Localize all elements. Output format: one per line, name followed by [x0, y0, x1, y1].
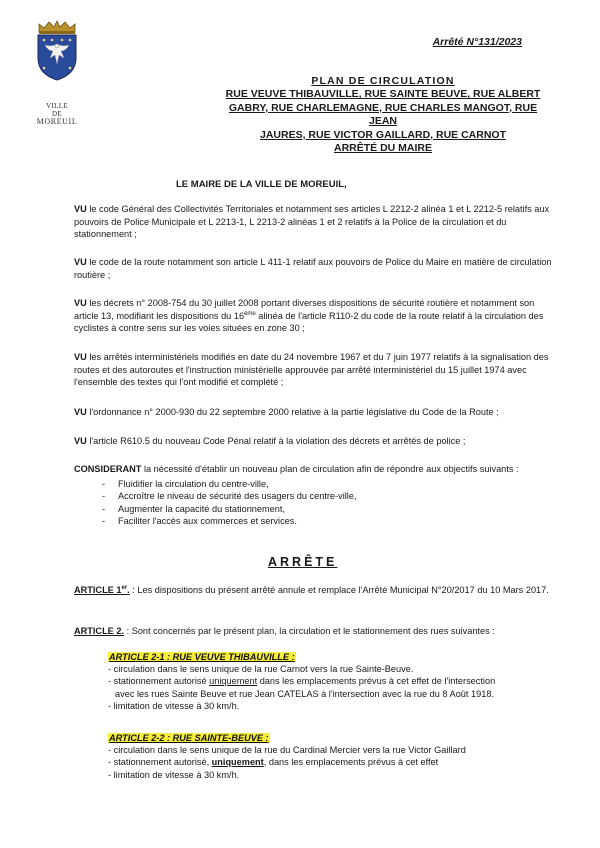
article-2-2-line-3: - limitation de vitesse à 30 km/h. — [108, 769, 240, 780]
logo-label-de: DE — [52, 110, 62, 118]
vu-label: VU — [74, 352, 87, 362]
vu-text-3-sup: ème — [244, 310, 256, 317]
list-item: - Faciliter l'accès aux commerces et services. — [118, 515, 554, 528]
vu-text-4: les arrêtés interministériels modifiés en date du 24 novembre 1967 et du 7 juin 1977 relatifs à la signalisation des routes et des autoroutes et l'instruction ministérielle approuvée par arrêté interministériel du 15 juillet 1974 avec l'ensemble des textes qui l'ont modifié et complété ; — [74, 352, 549, 387]
article-2-2 — [108, 732, 554, 781]
considerant-paragraph — [74, 463, 554, 528]
considerant-text: la nécessité d'établir un nouveau plan de circulation afin de répondre aux objectifs suivants : — [143, 464, 519, 474]
goals-list — [74, 478, 554, 528]
considerant-label: CONSIDERANT — [74, 464, 142, 474]
article-2-label: ARTICLE 2. — [74, 626, 125, 636]
arrete-heading: ARRÊTE — [268, 555, 338, 569]
article-2-1-line-3: avec les rues Sainte Beuve et rue Jean CATELAS à l'intersection avec la rue du 8 Août 1918. — [115, 688, 495, 699]
title-line-2: RUE VEUVE THIBAUVILLE, RUE SAINTE BEUVE, RUE ALBERT — [225, 88, 541, 101]
article-2-2-line-1: - circulation dans le sens unique de la rue du Cardinal Mercier vers la rue Victor Gaillard — [108, 745, 466, 756]
list-item: - Accroître le niveau de sécurité des usagers du centre-ville, — [118, 490, 554, 503]
article-2 — [74, 625, 554, 638]
article-2-1-label: ARTICLE 2-1 : RUE VEUVE THIBAUVILLE : — [109, 652, 295, 662]
vu-paragraph-4 — [74, 351, 554, 389]
vu-text-1: le code Général des Collectivités Territoriales et notamment ses articles L 2212-2 alinéa 1 et L 2212-5 relatifs aux pouvoirs de Police Municipale et L 2213-1, L 2213-2 alinéas 1 et 2 relatifs à la Police de la circulation et du stationnement ; — [74, 204, 550, 239]
vu-paragraph-6 — [74, 435, 554, 448]
logo-label-ville: VILLE — [46, 102, 68, 110]
vu-paragraph-5 — [74, 406, 554, 419]
article-2-1 — [108, 651, 554, 712]
article-2-1-line-4: - limitation de vitesse à 30 km/h. — [108, 700, 240, 711]
article-2-1-line-1: - circulation dans le sens unique de la rue Carnot vers la rue Sainte-Beuve. — [108, 664, 414, 675]
article-1-label: ARTICLE 1er. — [74, 584, 130, 595]
article-2-1-line-2: - stationnement autorisé uniquement dans les emplacements prévus à cet effet de l'intersection — [108, 676, 496, 687]
vu-text-3b: alinéa de l'article R110-2 du code de la route relatif à la circulation des cyclistes à contre sens sur les voies situées en zone 30 ; — [74, 310, 544, 333]
title-line-4: JAURES, RUE VICTOR GAILLARD, RUE CARNOT — [260, 128, 506, 141]
vu-paragraph-3 — [74, 297, 554, 335]
vu-label: VU — [74, 298, 87, 308]
article-2-2-label: ARTICLE 2-2 : RUE SAINTE-BEUVE : — [109, 733, 269, 743]
crest-icon — [33, 20, 81, 82]
article-2-text: : Sont concernés par le présent plan, la circulation et le stationnement des rues suivantes : — [124, 626, 495, 636]
vu-text-5: l'ordonnance n° 2000-930 du 22 septembre 2000 relative à la partie législative du Code de la Route ; — [86, 407, 499, 417]
article-2-2-line-2: - stationnement autorisé, uniquement, dans les emplacements prévus à cet effet — [108, 757, 439, 768]
vu-paragraph-2 — [74, 256, 554, 281]
title-line-1: PLAN DE CIRCULATION — [311, 75, 455, 87]
vu-label: VU — [74, 257, 87, 267]
list-item: - Fluidifier la circulation du centre-ville, — [118, 478, 554, 491]
vu-text-3a: les décrets n° 2008-754 du 30 juillet 2008 portant diverses dispositions de sécurité routière et notamment son article 13, modifiant les dispositions du 16 — [74, 298, 535, 321]
article-1-text: : Les dispositions du présent arrêté annule et remplace l'Arrêté Municipal N°20/2017 du 10 Mars 2017. — [129, 585, 549, 595]
mayor-line: LE MAIRE DE LA VILLE DE MOREUIL, — [176, 179, 347, 190]
vu-label: VU — [74, 436, 87, 446]
document-title — [218, 75, 548, 155]
vu-label: VU — [74, 204, 87, 214]
town-crest-logo — [26, 20, 88, 126]
vu-text-6: l'article R610.5 du nouveau Code Pénal relatif à la violation des décrets et arrêtés de police ; — [89, 436, 466, 446]
vu-text-2: le code de la route notamment son article L 411-1 relatif aux pouvoirs de Police du Maire en matière de circulation routière ; — [74, 257, 552, 280]
title-line-5: ARRÊTÉ DU MAIRE — [333, 142, 432, 155]
article-1 — [74, 584, 554, 597]
logo-label-town: MOREUIL — [36, 117, 78, 126]
list-item: - Augmenter la capacité du stationnement, — [118, 503, 554, 516]
vu-label: VU — [74, 407, 87, 417]
vu-paragraph-1 — [74, 203, 554, 241]
title-line-3: GABRY, RUE CHARLEMAGNE, RUE CHARLES MANGOT, RUE JEAN — [228, 101, 538, 128]
arrete-reference: Arrêté N°131/2023 — [432, 36, 522, 48]
